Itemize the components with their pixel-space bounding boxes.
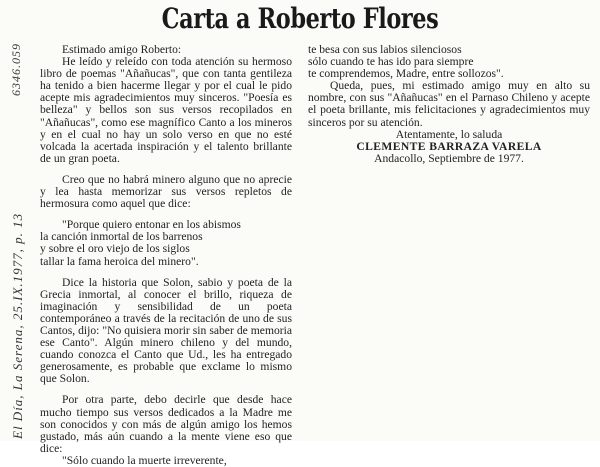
salutation: Estimado amigo Roberto: bbox=[62, 43, 182, 56]
closing: Atentamente, lo saluda bbox=[395, 127, 503, 141]
paragraph: Queda, pues, mi estimado amigo muy en alto su nombre, con sus "Añañucas" en el Parnaso Chileno y acepte el poeta brillante, mis felicitaciones y agradecimientos muy sinceros por su atención. bbox=[308, 79, 590, 129]
verse-line: tallar la fama heroica del minero". bbox=[40, 254, 199, 268]
handwritten-reference-number: 6346.059 bbox=[9, 43, 23, 96]
verse-line: y sobre el oro viejo de los siglos bbox=[40, 242, 190, 256]
verse-line: te besa con sus labios silenciosos bbox=[308, 43, 462, 56]
verse-line: "Porque quiero entonar en los abismos bbox=[62, 218, 241, 232]
place-date: Andacollo, Septiembre de 1977. bbox=[374, 151, 524, 165]
column-left bbox=[40, 44, 292, 467]
verse-line: sólo cuando te has ido para siempre bbox=[308, 55, 474, 69]
verse-line: te comprendemos, Madre, entre sollozos". bbox=[308, 67, 504, 81]
verse-line: "Sólo cuando la muerte irreverente, bbox=[62, 453, 227, 467]
signature-name: CLEMENTE BARRAZA VARELA bbox=[356, 139, 542, 153]
verse-line: la canción inmortal de los barrenos bbox=[40, 230, 203, 244]
handwritten-source-note: El Día, La Serena, 25.IX.1977, p. 13 bbox=[10, 212, 25, 439]
paragraph: Dice la historia que Solon, sabio y poeta de la Grecia inmortal, al conocer el brillo, riqueza de imaginación y sensibilidad de un poeta contemporáneo a través de la recitación de uno de sus Cantos, dijo: "No quisiera morir sin saber de memoria ese Canto". Algún minero chileno y del mundo, cuando conozca el Canto que Ud., les ha entregado generosamente, es probable que exclame lo mismo que Solon. bbox=[40, 275, 292, 386]
column-right bbox=[308, 44, 590, 165]
paragraph: He leído y releído con toda atención su hermoso libro de poemas "Añañucas", que con tanta gentileza ha tenido a bien hacerme llegar y por el cual le pido acepte mis agradecimientos muy sinceros. "Poesía es belleza" y bellos son sus versos recopilados en "Añañucas", como ese magnífico Canto a los mineros y en el cual no hay un solo verso en que no esté volcada la acertada inspiración y el talento brillante de un gran poeta. bbox=[40, 55, 292, 165]
paragraph: Por otra parte, debo decirle que desde hace mucho tiempo sus versos dedicados a la Madre me son conocidos y con más de algún amigo los hemos gustado, más aún cuando a la mente viene eso que dice: bbox=[40, 393, 292, 455]
paragraph: Creo que no habrá minero alguno que no aprecie y lea hasta memorizar sus versos repletos de hermosura como aquel que dice: bbox=[40, 172, 292, 211]
article-title: Carta a Roberto Flores bbox=[161, 2, 439, 35]
